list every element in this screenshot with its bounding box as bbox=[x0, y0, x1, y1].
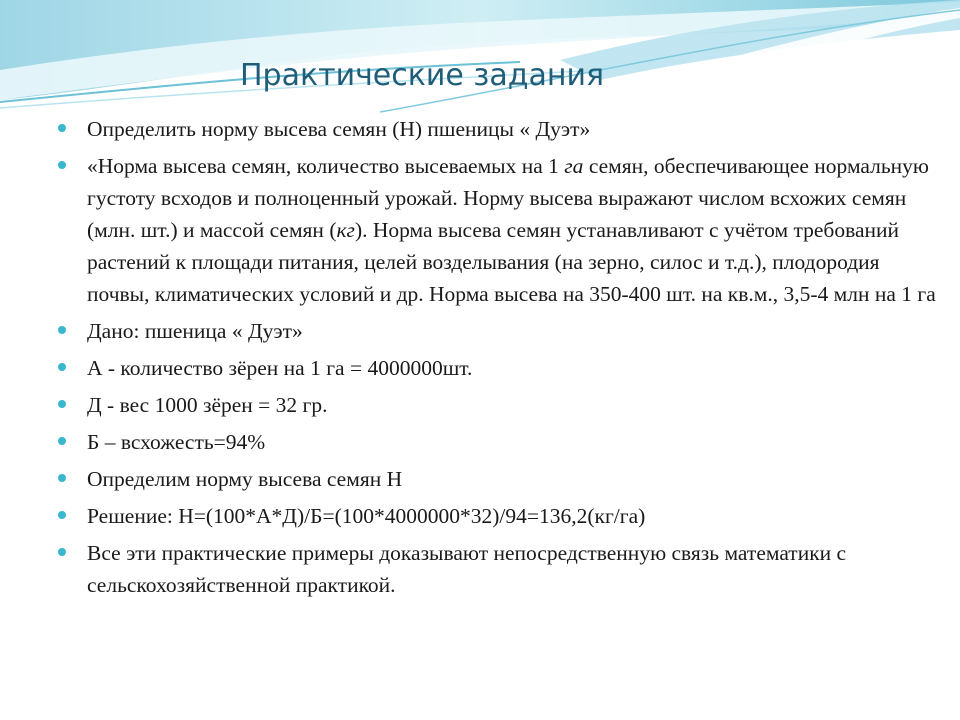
list-item bbox=[58, 352, 938, 384]
list-item-text: Все эти практические примеры доказывают непосредственную связь математики с сельскохозяйственной практикой. bbox=[87, 541, 847, 597]
bullet-dot-icon bbox=[58, 400, 66, 408]
text-segment-italic: кг bbox=[336, 218, 355, 242]
text-segment-italic: га bbox=[564, 154, 584, 178]
bullet-list bbox=[58, 113, 938, 606]
list-item-text: Решение: Н=(100*А*Д)/Б=(100*4000000*32)/94=136,2(кг/га) bbox=[87, 504, 646, 528]
bullet-dot-icon bbox=[58, 124, 66, 132]
bullet-dot-icon bbox=[58, 511, 66, 519]
list-item-text: Б – всхожесть=94% bbox=[87, 430, 266, 454]
list-item bbox=[58, 389, 938, 421]
bullet-dot-icon bbox=[58, 161, 66, 169]
list-item-text bbox=[87, 150, 938, 310]
bullet-dot-icon bbox=[58, 548, 66, 556]
bullet-dot-icon bbox=[58, 326, 66, 334]
text-segment: семян, обеспечивающее нормальную густоту всходов и полноценный урожай. Норму высева выражают числом всхожих семян (млн. шт.) и массой семян ( bbox=[87, 154, 929, 242]
text-segment: «Норма высева семян, количество высеваемых на 1 bbox=[87, 154, 565, 178]
text-segment: ). Норма высева семян устанавливают с учётом требований растений к площади питания, целей возделывания (на зерно, силос и т.д.), плодородия почвы, климатических условий и др. Норма высева на 350-400 шт. на кв.м., 3,5-4 млн на 1 га bbox=[87, 218, 936, 306]
list-item bbox=[58, 150, 938, 310]
bullet-dot-icon bbox=[58, 363, 66, 371]
list-item bbox=[58, 537, 938, 601]
list-item-text: Определим норму высева семян Н bbox=[87, 467, 403, 491]
list-item-text: Дано: пшеница « Дуэт» bbox=[87, 319, 303, 343]
list-item bbox=[58, 113, 938, 145]
list-item bbox=[58, 315, 938, 347]
slide-title: Практические задания bbox=[240, 58, 604, 93]
list-item bbox=[58, 426, 938, 458]
list-item bbox=[58, 500, 938, 532]
list-item bbox=[58, 463, 938, 495]
list-item-text: Определить норму высева семян (Н) пшеницы « Дуэт» bbox=[87, 117, 591, 141]
bullet-dot-icon bbox=[58, 474, 66, 482]
bullet-dot-icon bbox=[58, 437, 66, 445]
list-item-text: Д - вес 1000 зёрен = 32 гр. bbox=[87, 393, 328, 417]
list-item-text: А - количество зёрен на 1 га = 4000000шт. bbox=[87, 356, 473, 380]
